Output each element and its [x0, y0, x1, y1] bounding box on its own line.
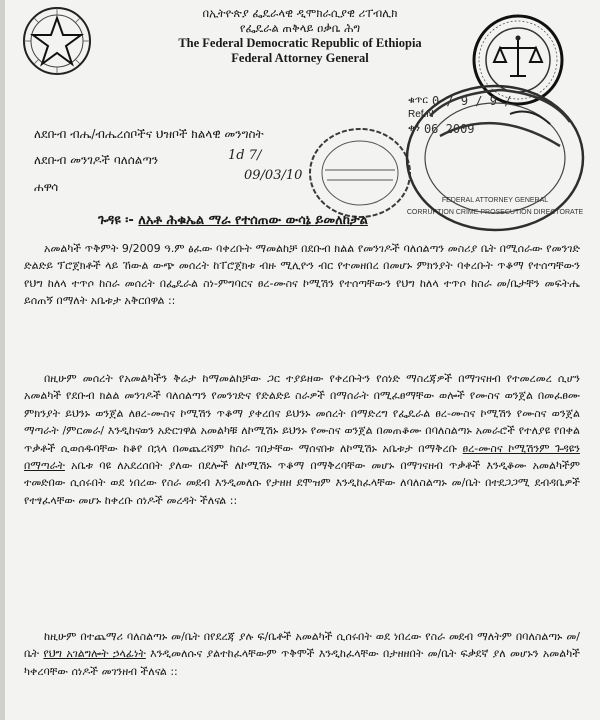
reference-date-value: 06 2009: [423, 122, 475, 136]
body-paragraph-2: [24, 370, 580, 509]
addressee-city: ሐዋሳ: [34, 180, 59, 194]
svg-text:FEDERAL ATTORNEY GENERAL: [442, 197, 548, 204]
paragraph-2-text: [24, 370, 580, 509]
paragraph-2-part-a: በዚሁም መሰረት የአመልካችን ቅሬታ ከማመልከቻው ጋር ተያይዘው የቀረቡትን የሰነድ ማስረጃዎች በማገናዘብ የተመረመረ ሲሆን አመልካች የደቡብ ክልል መንገዶች ባለሰልጣን የመንገድና የድልድይ ስራዎች በማሰራት በሚፈፀማቸው ወሎች የሙስና ወንጀል በመፈፀሙ ምክንያት ይህንኑ ወንጀል ለፀረ-ሙስና ኮሚሽን ጥቆማ ያቀረበና ይህንኑ መሰረት በማድረግ የፌዴራል ፀረ-ሙስና ኮሚሽን የሙስና ወንጀል ማጣራት /ምርመራ/ እንዲከናወን አድርገዋል አመልካቹ ለኮሚሽኑ ይህንኑ የሙስና ወንጀል በመጠቆሙ በባለስልጣኑ አመራሮች የተለያዩ የበቀል ጥቃቶች ሲወሰዱባቸው ከቆየ በኋላ በመጨረሻም ከስራ ገበታቸው ማሰናበቱ ለኮሚሽኑ አቤቱታ በማቅረቡ: [24, 372, 580, 455]
addressee-line2: ለደቡብ መንገዶች ባለሰልጣን: [34, 153, 159, 167]
handwritten-date: 09/03/10: [244, 168, 303, 183]
stamp-bottom-text: CORRUPTION CRIME PROSECUTION DIRECTORATE: [406, 209, 584, 216]
paragraph-3-part-b: እንዲመለሱና ያልተከፈላቸውም ጥቅሞች እንዲከፈላቸው በታዘዘበት መ/ቤት ፍቃደኛ ያለ መሆኑን አመልካች ካቀረባቸው ሰነዶች መገንዘብ ችለናል ::: [24, 647, 580, 678]
paragraph-1-text: አመልካች ጥቅምት 9/2009 ዓ.ም ፅፈው ባቀረቡት ማመልከቻ በደቡብ ክልል የመንገዶች ባለሰልጣን መስሪያ ቤት በሚሰራው የመንገድ ድልድይ ፕሮጀክቶች ላይ ኸውል ውጭ መሰረት ከፐሮጀክቱ ብዙ ሚሊዮን ብር የተመዘበረ በመሆኑ ምክንያት ባቀረቡት ጥቆማ የተሰጣቸውን የህግ ከለላ ተጥሶ ከስራ መሰረት በፌዴራል ስነ-ምግባርና ፀረ-ሙስና ኮሚሽን የተሰጣቸውን የህግ ከለላ ተጥሶ ከስራ መ/ቤታቸን መፍትሔ ይሰጠኝ በማለት አቤቱታ አቅርበዋል ::: [24, 242, 580, 308]
directorate-stamp-icon: [400, 76, 590, 238]
reference-no-value: 0 / 9 / 9 /: [431, 94, 512, 108]
paragraph-2-underlined: ፀረ-ሙስና ኮሚሽንም ጉዳዩን በማጣራት: [24, 441, 581, 473]
paragraph-2-part-b: አቤቱ ባዩ ለአደረሰበት ያለው በደሎች ለኮሚሽኑ ጥቆማ በማቅረባቸው መሆኑ በማገናዘብ ጥቃቶች እንዲቆሙ አመልካችም ተመድበው ሲሰሩበት ወደ ነበረው የስራ መደብ እንዲመለሱ የታዘዘ ደሞዝም እንዲከፈላቸው ለባለስልጣኑ መ/ቤት በተደጋጋሚ ደብዳቤዎች የተፃፈላቸው መሆኑ ከቀረቡ ሰነዶች መረዳት ችለናል ::: [24, 459, 581, 507]
subject-text: ለአቶ ሕቁኤል ማራ የተሰጠው ውሳኔ ይመለከታል: [138, 213, 368, 228]
body-paragraph-3: [24, 628, 580, 680]
letterhead-english-line2: Federal Attorney General: [231, 51, 369, 65]
paragraph-3-underlined: የህግ አገልግሎት ኃላፊነት: [43, 647, 146, 661]
paragraph-3-part-a: ከዚሁም በተጨማሪ ባለስልጣኑ መ/ቤት በየደረጃ ያሉ ፍ/ቤቶች አመልካች ሲሰሩበት ወደ ነበረው የስራ መደብ ማለትም በባለስልጣኑ መ/ቤት: [24, 630, 580, 661]
letterhead-amharic-line2: የፌዴራል ጠቅላይ ዐቃቤ ሕግ: [239, 21, 361, 35]
addressee-line1: ለደቡብ ብሔ/ብሔረሰቦችና ህዝቦች ክልላዊ መንግስት: [34, 127, 264, 141]
reference-ref-label: Ref.N: [408, 109, 434, 120]
reference-date-label: ቀን: [408, 123, 420, 134]
reference-no-label: ቁጥር: [408, 95, 428, 106]
scan-edge: [0, 0, 5, 720]
body-paragraph-1: [24, 240, 580, 310]
subject-label: ጉዳዩ ፡-: [98, 213, 134, 228]
svg-text:CORRUPTION CRIME PROSECUTION D: [407, 209, 584, 216]
ethiopia-star-emblem-icon: [18, 4, 96, 78]
letterhead-english-line1: The Federal Democratic Republic of Ethiopia: [178, 36, 422, 50]
stamp-top-text: FEDERAL ATTORNEY GENERAL: [441, 197, 549, 204]
letterhead-amharic-line1: በኢትዮጵያ ፌዴራላዊ ዲሞክራሲያዊ ሪፐብሊክ: [202, 6, 398, 20]
letterhead: [150, 6, 450, 66]
paragraph-3-text: [24, 628, 580, 680]
subject-line: [98, 213, 368, 228]
received-stamp-icon: [305, 118, 415, 228]
handwritten-note: 1d 7/: [228, 148, 262, 163]
